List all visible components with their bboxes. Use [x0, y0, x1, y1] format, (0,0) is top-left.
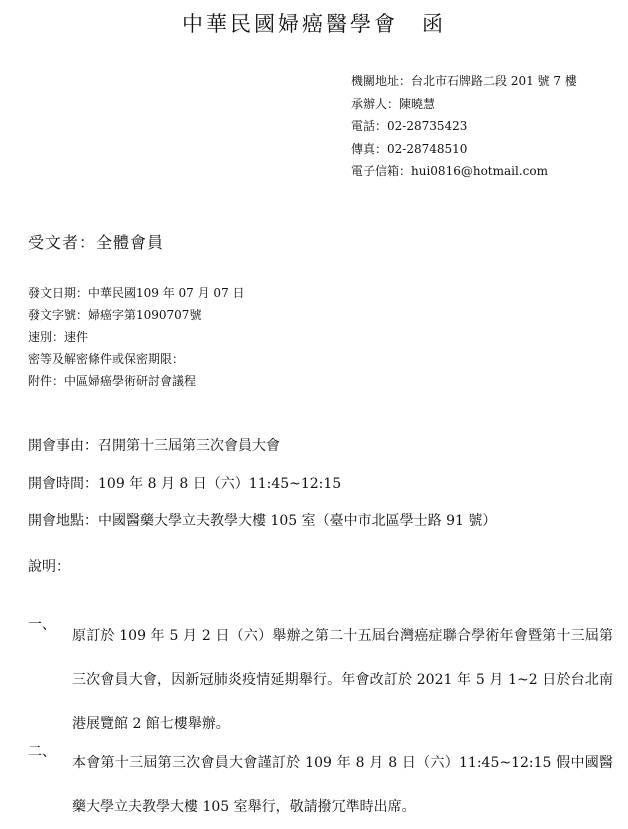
issue-date: 發文日期：中華民國109 年 07 月 07 日: [28, 286, 245, 300]
meeting-time: 開會時間：109 年 8 月 8 日（六）11:45~12:15: [28, 475, 342, 492]
sender-handler: 承辦人：陳曉慧: [351, 96, 436, 111]
sender-address: 機關地址：台北市石牌路二段 201 號 7 樓: [351, 74, 577, 88]
urgency-level: 速別：速件: [28, 330, 89, 344]
meeting-location: 開會地點：中國醫藥大學立夫教學大樓 105 室（臺中市北區學士路 91 號）: [28, 513, 497, 529]
sender-email: 電子信箱：hui0816@hotmail.com: [351, 164, 548, 178]
document-meta: [28, 282, 245, 392]
meeting-info: [28, 428, 496, 541]
document-title: 中華民國婦癌醫學會 函: [182, 12, 446, 36]
explanation-label: 說明：: [28, 559, 70, 575]
item-text: 本會第十三屆第三次會員大會謹訂於 109 年 8 月 8 日（六）11:45~12:15 假中國醫藥大學立夫教學大樓 105 室舉行，敬請撥冗準時出席。: [72, 755, 613, 815]
confidentiality-level: 密等及解密條件或保密期限：: [28, 352, 185, 366]
sender-info: [351, 70, 577, 183]
item-number: 二、: [28, 744, 56, 760]
meeting-subject: 開會事由：召開第十三屆第三次會員大會: [28, 438, 280, 454]
doc-number: 發文字號：婦癌字第1090707號: [28, 308, 202, 322]
sender-fax: 傳真：02-28748510: [351, 141, 468, 156]
attachment-line: 附件：中區婦癌學術研討會議程: [28, 374, 197, 388]
item-number: 一、: [28, 617, 56, 633]
sender-phone: 電話：02-28735423: [351, 119, 468, 133]
recipient-line: 受文者：全體會員: [28, 233, 165, 252]
item-text: 原訂於 109 年 5 月 2 日（六）舉辦之第二十五屆台灣癌症聯合學術年會暨第十三屆第三次會員大會，因新冠肺炎疫情延期舉行。年會改訂於 2021 年 5 月 1~2 日於台北南港展覽館 2 館七樓舉辦。: [72, 628, 613, 732]
